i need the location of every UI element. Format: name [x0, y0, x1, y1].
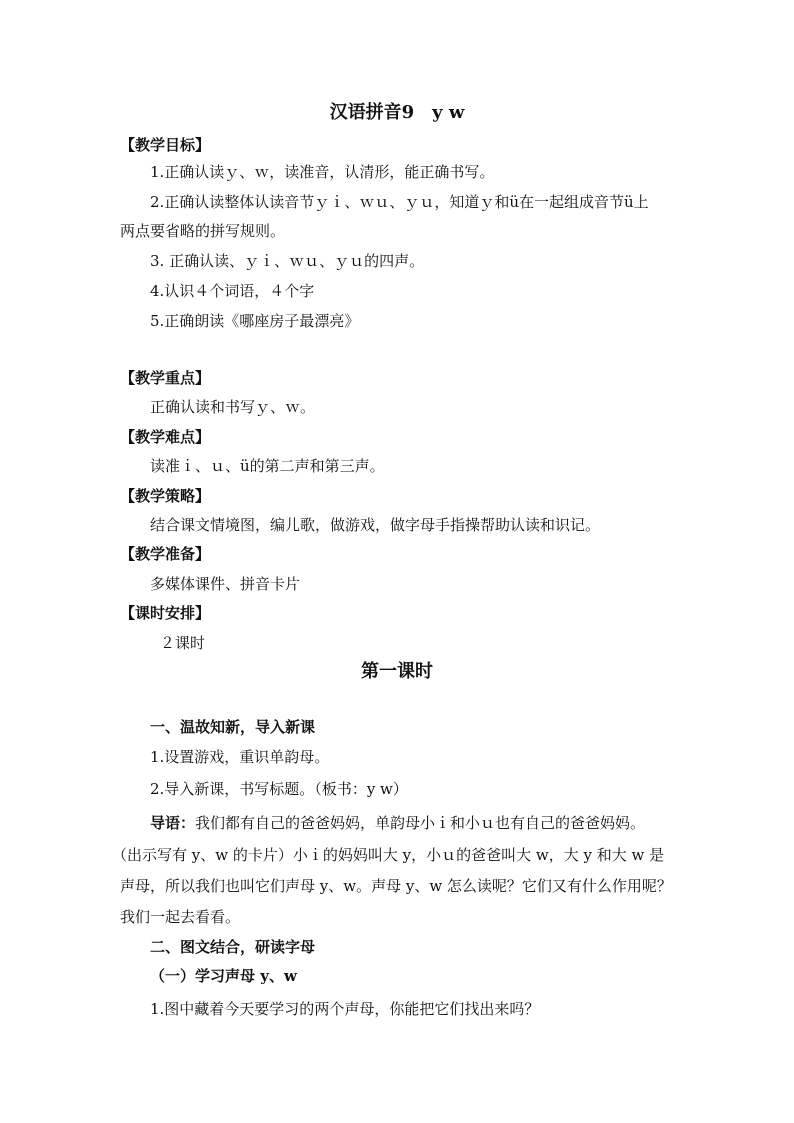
objective-item: 两点要省略的拼写规则。	[120, 222, 286, 240]
strategy-text: 结合课文情境图，编儿歌，做游戏，做字母手指操帮助认读和识记。	[150, 516, 601, 534]
difficulties-text: 读准ｉ、ｕ、ü的第二声和第三声。	[150, 457, 385, 475]
doc-title: 汉语拼音9 y w	[329, 102, 465, 123]
objective-item: 2.正确认读整体认读音节ｙｉ、ｗｕ、ｙｕ，知道ｙ和ü在一起组成音节ü上	[150, 193, 649, 211]
sub-heading: （一）学习声母 y、w	[150, 967, 297, 985]
guide-line: 声母，所以我们也叫它们声母 y、w。声母 y、w 怎么读呢？它们又有什么作用呢？	[120, 877, 672, 895]
objective-item: 4.认识４个词语，４个字	[150, 282, 315, 300]
section-heading: 二、图文结合，研读字母	[150, 938, 316, 956]
schedule-heading: 【课时安排】	[120, 604, 211, 622]
key-points-heading: 【教学重点】	[120, 369, 211, 387]
difficulties-heading: 【教学难点】	[120, 428, 211, 446]
guide-line: 我们一起去看看。	[120, 908, 241, 926]
section-heading: 一、温故知新，导入新课	[150, 718, 316, 736]
guide-line: （出示写有 y、w 的卡片）小ｉ的妈妈叫大 y，小ｕ的爸爸叫大 w，大 y 和大 w 是	[112, 846, 665, 864]
guide-label: 导语：	[150, 814, 196, 832]
preparation-text: 多媒体课件、拼音卡片	[150, 575, 301, 593]
objective-item: 1.正确认读ｙ、ｗ，读准音，认清形，能正确书写。	[150, 163, 495, 181]
lesson-title: 第一课时	[361, 661, 433, 682]
section-item: 2.导入新课，书写标题。（板书：y w）	[150, 780, 408, 798]
strategy-heading: 【教学策略】	[120, 487, 211, 505]
section-item: 1.图中藏着今天要学习的两个声母，你能把它们找出来吗？	[150, 1000, 540, 1018]
objectives-heading: 【教学目标】	[120, 136, 211, 154]
objective-item: 5.正确朗读《哪座房子最漂亮》	[150, 312, 360, 330]
schedule-text: ２课时	[160, 634, 206, 652]
guide-line	[150, 814, 645, 832]
objective-item: 3. 正确认读、ｙｉ、ｗｕ、ｙｕ的四声。	[150, 252, 425, 270]
section-item: 1.设置游戏，重识单韵母。	[150, 748, 330, 766]
preparation-heading: 【教学准备】	[120, 545, 211, 563]
key-points-text: 正确认读和书写ｙ、ｗ。	[150, 398, 316, 416]
guide-text: 我们都有自己的爸爸妈妈，单韵母小ｉ和小ｕ也有自己的爸爸妈妈。	[195, 814, 646, 832]
